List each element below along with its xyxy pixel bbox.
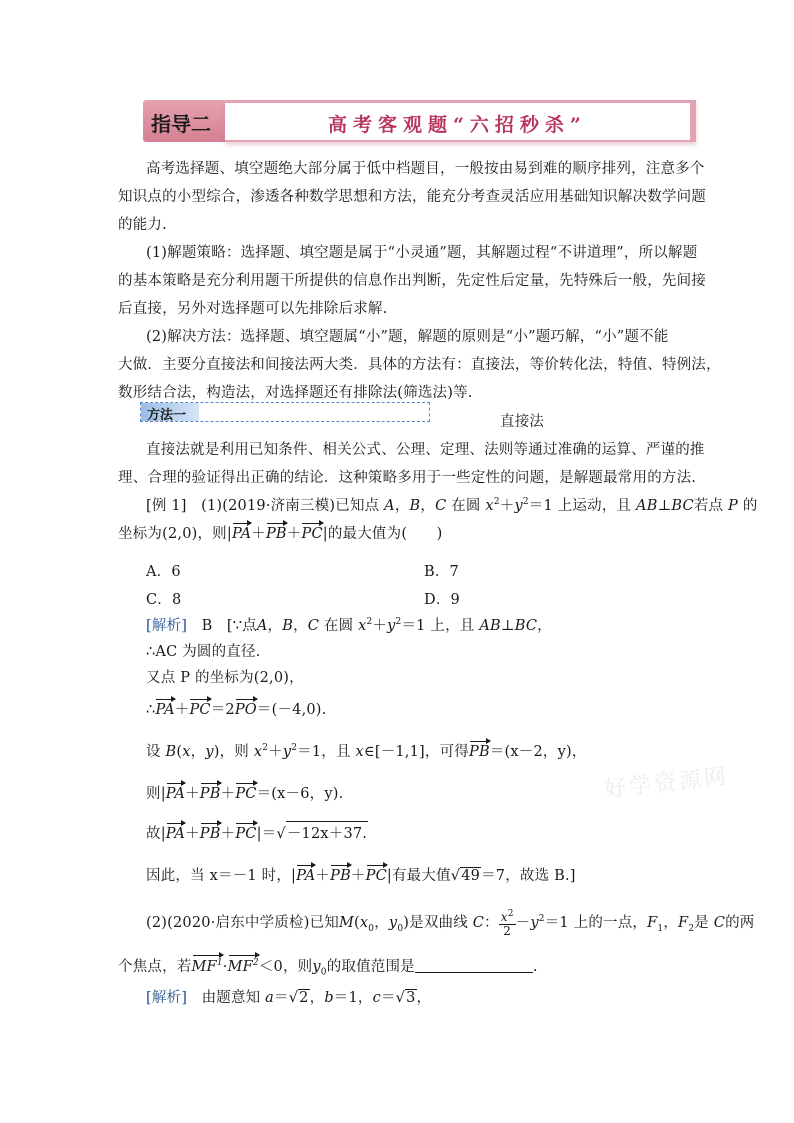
analysis-line4: ∴PA＋PC＝2PO＝(－4,0). bbox=[146, 696, 326, 719]
method-title: 直接法 bbox=[500, 414, 545, 430]
example1-line1: [例 1] (1)(2019·济南三模)已知点 A，B，C 在圆 $x^2+y^2=1$ 上运动，且 AB⊥BC若点 P 的 bbox=[146, 497, 758, 514]
intro-p1-l2: 知识点的小型综合，渗透各种数学思想和方法，能充分考查灵活应用基础知识解决数学问题 bbox=[118, 189, 706, 205]
analysis-label: [解析] bbox=[146, 618, 188, 634]
method-tag-box bbox=[140, 402, 430, 422]
method-desc-l2: 理、合理的验证得出正确的结论．这种策略多用于一些定性的问题，是解题最常用的方法. bbox=[118, 470, 697, 486]
analysis-line8: 因此，当 x＝－1 时，|PA＋PB＋PC|有最大值√49＝7，故选 B.] bbox=[146, 862, 576, 885]
analysis-line1: [解析] B [∵点A，B，C 在圆 $x^2+y^2=1$ 上，且 AB⊥BC， bbox=[146, 617, 552, 634]
section-header bbox=[143, 100, 696, 142]
example1-line2: 坐标为(2,0)，则|PA＋PB＋PC|的最大值为( ) bbox=[118, 520, 442, 543]
analysis-line5: 设 B(x，y)，则 $x^2+y^2=1$，且 x∈[－1,1]，可得PB＝(x－2，y)， bbox=[146, 738, 587, 761]
header-tag: 指导二 bbox=[151, 112, 211, 136]
option-d: D．9 bbox=[424, 592, 460, 608]
example2-line2: 个焦点，若$MF^1\cdot MF^2<0$，则$y_0$的取值范围是 . bbox=[118, 952, 538, 978]
example2-line1: (2)(2020·启东中学质检)已知$M(x_0$，$y_0$)是双曲线 C： $\frac{x^2}{2}$ $-y^2=1$ 上的一点，$F_1$，$F_2$是 C的两 bbox=[146, 909, 755, 938]
intro-p3-l1: (2)解决方法：选择题、填空题属“小”题，解题的原则是“小”题巧解，“小”题不能 bbox=[146, 329, 669, 345]
header-title: 高考客观题“六招秒杀” bbox=[328, 114, 587, 136]
analysis-line7: 故|PA＋PB＋PC|＝√－12x＋37. bbox=[146, 820, 368, 843]
intro-p1-l1: 高考选择题、填空题绝大部分属于低中档题目，一般按由易到难的顺序排列，注意多个 bbox=[146, 161, 705, 177]
intro-p2-l3: 后直接，另外对选择题可以先排除后求解. bbox=[118, 301, 388, 317]
option-a: A．6 bbox=[146, 564, 181, 580]
answer-blank[interactable] bbox=[415, 960, 533, 973]
analysis-line2: ∴AC 为圆的直径. bbox=[146, 644, 261, 660]
intro-p3-l2: 大做．主要分直接法和间接法两大类．具体的方法有：直接法，等价转化法，特值、特例法， bbox=[118, 357, 721, 373]
intro-p3-l3: 数形结合法，构造法，对选择题还有排除法(筛选法)等. bbox=[118, 385, 473, 401]
option-b: B．7 bbox=[424, 564, 459, 580]
example2-analysis: [解析] 由题意知 a＝√2，b＝1，c＝√3， bbox=[146, 990, 432, 1006]
answer: B bbox=[201, 618, 213, 634]
example-label: [例 1] bbox=[146, 498, 187, 514]
analysis-line3: 又点 P 的坐标为(2,0)， bbox=[146, 670, 304, 686]
intro-p1-l3: 的能力. bbox=[118, 217, 167, 233]
option-c: C．8 bbox=[146, 592, 182, 608]
method-tag-label: 方法一 bbox=[147, 408, 187, 423]
analysis-line6: 则|PA＋PB＋PC＝(x－6，y). bbox=[146, 780, 343, 803]
watermark: 好学资源网 bbox=[603, 764, 731, 803]
intro-p2-l1: (1)解题策略：选择题、填空题是属于“小灵通”题，其解题过程“不讲道理”，所以解题 bbox=[146, 245, 698, 261]
intro-p2-l2: 的基本策略是充分利用题干所提供的信息作出判断，先定性后定量，先特殊后一般，先间接 bbox=[118, 273, 706, 289]
method-desc-l1: 直接法就是利用已知条件、相关公式、公理、定理、法则等通过准确的运算、严谨的推 bbox=[146, 442, 705, 458]
